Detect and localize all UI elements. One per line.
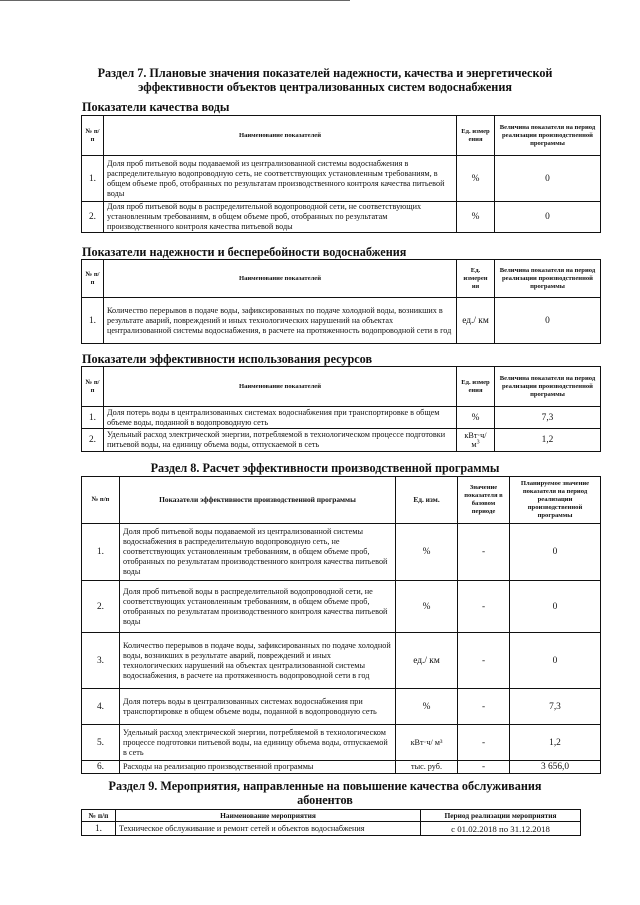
col-header-base: Значение показателя в базовом периоде — [458, 477, 510, 524]
table-header-row — [82, 367, 601, 407]
col-header-name: Наименование показателей — [104, 367, 457, 407]
col-header-number: № п/п — [82, 367, 104, 407]
col-header-unit: Ед. измер ения — [457, 367, 495, 407]
col-header-period: Период реализации мероприятия — [421, 810, 581, 822]
row-name: Техническое обслуживание и ремонт сетей и объектов водоснабжения — [116, 822, 421, 836]
row-unit: % — [396, 524, 458, 581]
row-unit: % — [457, 156, 495, 202]
row-unit: тыс. руб. — [396, 761, 458, 774]
table-row — [82, 429, 601, 452]
col-header-value: Величина показателя на период реализации производственной программы — [495, 367, 601, 407]
unit-main: кВт·ч/ — [464, 431, 487, 440]
row-unit: % — [396, 581, 458, 633]
row-base: - — [458, 725, 510, 761]
row-name: Доля проб питьевой воды в распределительной водопроводной сети, не соответствующих установленным требованиям, в общем объеме проб, отобранных по результатам производственного контроля качества питьевой воды — [120, 581, 396, 633]
row-number: 5. — [82, 725, 120, 761]
row-base: - — [458, 761, 510, 774]
row-unit: % — [457, 407, 495, 429]
row-unit — [457, 429, 495, 452]
row-number: 1. — [82, 298, 104, 344]
row-base: - — [458, 524, 510, 581]
section8-title: Раздел 8. Расчет эффективности производственной программы — [150, 461, 500, 475]
section9-title-line1: Раздел 9. Мероприятия, направленные на повышение качества обслуживания — [108, 779, 542, 793]
row-name: Количество перерывов в подаче воды, зафиксированных по подаче холодной воды, возникших в результате аварий, повреждений и иных технологических нарушений на объектах централизованной системы водоснабжения, в расчете на протяженность водопроводной сети в год — [120, 633, 396, 689]
section7-title-line1: Раздел 7. Плановые значения показателей надежности, качества и энергетической — [97, 66, 553, 80]
table-row — [82, 524, 601, 581]
row-unit: % — [457, 202, 495, 233]
col-header-number: № п/п — [82, 260, 104, 298]
row-plan: 3 656,0 — [510, 761, 601, 774]
col-header-number: № п/п — [82, 810, 116, 822]
col-header-name: Наименование показателей — [104, 260, 457, 298]
row-number: 2. — [82, 429, 104, 452]
reliability-subtitle: Показатели надежности и бесперебойности водоснабжения — [82, 245, 407, 259]
row-base: - — [458, 689, 510, 725]
col-header-unit: Ед. изм. — [396, 477, 458, 524]
row-period: с 01.02.2018 по 31.12.2018 — [421, 822, 581, 836]
table-row — [82, 761, 601, 774]
col-header-indicator: Показатели эффективности производственной программы — [120, 477, 396, 524]
top-rule — [0, 0, 350, 1]
table-header-row — [82, 260, 601, 298]
quality-table — [81, 115, 601, 233]
row-unit: кВт·ч/ м³ — [396, 725, 458, 761]
row-number: 6. — [82, 761, 120, 774]
unit-sup: 3 — [476, 439, 480, 446]
table-row — [82, 581, 601, 633]
row-plan: 1,2 — [510, 725, 601, 761]
row-name: Доля проб питьевой воды в распределительной водопроводной сети, не соответствующих установленным требованиям, в общем объеме проб, отобранных по результатам производственного контроля качества питьевой воды — [104, 202, 457, 233]
unit-sub: м — [471, 440, 477, 449]
table-header-row — [82, 116, 601, 156]
col-header-measure: Наименование мероприятия — [116, 810, 421, 822]
row-unit: ед./ км — [396, 633, 458, 689]
table-header-row — [82, 477, 601, 524]
row-base: - — [458, 633, 510, 689]
row-name: Доля потерь воды в централизованных системах водоснабжения при транспортировке в общем объеме воды, поданной в водопроводную сеть — [104, 407, 457, 429]
row-name: Доля проб питьевой воды подаваемой из централизованной системы водоснабжения в распределительную водопроводную сеть, не соответствующих установленным требованиям, в общем объеме проб, отобранных по результатам производственного контроля качества питьевой воды — [104, 156, 457, 202]
table-row — [82, 156, 601, 202]
row-number: 2. — [82, 581, 120, 633]
row-number: 1. — [82, 822, 116, 836]
row-name: Удельный расход электрической энергии, потребляемой в технологическом процессе подготовки питьевой воды, на единицу объема воды, отпускаемой в сеть — [120, 725, 396, 761]
row-name: Доля потерь воды в централизованных системах водоснабжения при транспортировке в общем объеме воды, поданной в водопроводную сеть — [120, 689, 396, 725]
row-plan: 0 — [510, 524, 601, 581]
table-row — [82, 725, 601, 761]
row-name: Доля проб питьевой воды подаваемой из централизованной системы водоснабжения в распределительную водопроводную сеть, не соответствующих установленным требованиям, в общем объеме проб, отобранных по результатам производственного контроля качества питьевой воды — [120, 524, 396, 581]
row-value: 0 — [495, 156, 601, 202]
reliability-table — [81, 259, 601, 344]
efficiency-subtitle: Показатели эффективности использования ресурсов — [82, 352, 373, 366]
measures-table — [81, 809, 581, 836]
table-row — [82, 407, 601, 429]
table-row — [82, 633, 601, 689]
table-header-row — [82, 810, 581, 822]
row-number: 1. — [82, 156, 104, 202]
row-value: 0 — [495, 298, 601, 344]
row-name: Расходы на реализацию производственной программы — [120, 761, 396, 774]
col-header-number: № п/п — [82, 116, 104, 156]
table-row — [82, 822, 581, 836]
row-value: 1,2 — [495, 429, 601, 452]
efficiency-calc-table — [81, 476, 601, 774]
row-number: 1. — [82, 407, 104, 429]
row-number: 2. — [82, 202, 104, 233]
col-header-number: № п/п — [82, 477, 120, 524]
row-plan: 0 — [510, 633, 601, 689]
section7-title-line2: эффективности объектов централизованных систем водоснабжения — [138, 80, 512, 94]
col-header-value: Величина показателя на период реализации производственной программы — [495, 260, 601, 298]
row-unit: % — [396, 689, 458, 725]
row-name: Количество перерывов в подаче воды, зафиксированных по подаче холодной воды, возникших в результате аварий, повреждений и иных технологических нарушений на объектах централизованной системы водоснабжения, в расчете на протяженность водопроводной сети в год — [104, 298, 457, 344]
row-number: 3. — [82, 633, 120, 689]
row-plan: 7,3 — [510, 689, 601, 725]
col-header-plan: Планируемое значение показателя на период реализации производственной программы — [510, 477, 601, 524]
col-header-unit: Ед. измерен ия — [457, 260, 495, 298]
row-value: 0 — [495, 202, 601, 233]
table-row — [82, 202, 601, 233]
col-header-name: Наименование показателей — [104, 116, 457, 156]
row-value: 7,3 — [495, 407, 601, 429]
row-unit: ед./ км — [457, 298, 495, 344]
row-plan: 0 — [510, 581, 601, 633]
row-name: Удельный расход электрической энергии, потребляемой в технологическом процессе подготовки питьевой воды, на единицу объема воды, отпускаемой в сеть — [104, 429, 457, 452]
section9-title-line2: абонентов — [297, 793, 353, 807]
table-row — [82, 689, 601, 725]
table-row — [82, 298, 601, 344]
row-number: 1. — [82, 524, 120, 581]
col-header-unit: Ед. измер ения — [457, 116, 495, 156]
quality-subtitle: Показатели качества воды — [82, 100, 230, 114]
row-base: - — [458, 581, 510, 633]
row-number: 4. — [82, 689, 120, 725]
efficiency-table — [81, 366, 601, 452]
col-header-value: Величина показателя на период реализации производственной программы — [495, 116, 601, 156]
